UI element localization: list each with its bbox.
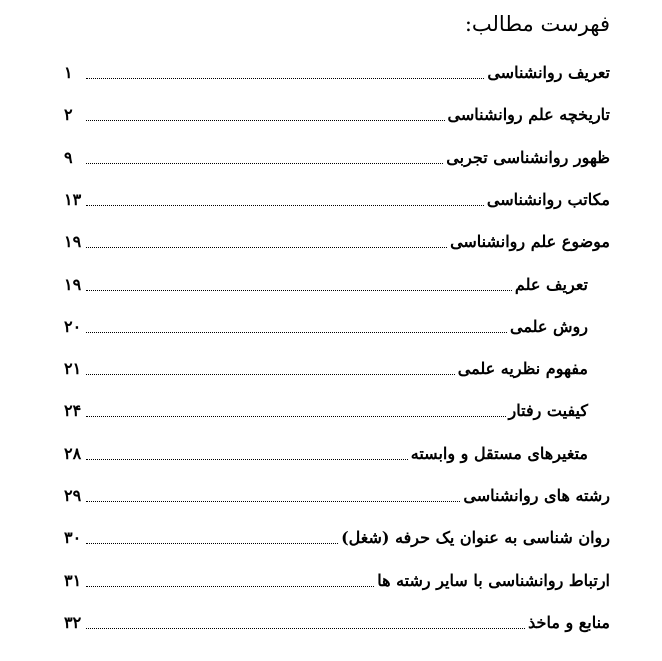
dot-leader bbox=[86, 586, 374, 587]
dot-leader bbox=[86, 163, 443, 164]
dot-leader bbox=[86, 205, 484, 206]
toc-entry bbox=[64, 610, 610, 634]
dot-leader bbox=[86, 120, 445, 121]
toc-entry bbox=[64, 272, 588, 296]
toc-entry-page-number: ۱ bbox=[64, 63, 73, 82]
toc-entry bbox=[64, 398, 588, 422]
toc-entry bbox=[64, 314, 588, 338]
toc-entry bbox=[64, 568, 610, 592]
dot-leader bbox=[86, 78, 484, 79]
dot-leader bbox=[86, 374, 455, 375]
toc-entry-page-number: ۳۲ bbox=[64, 613, 82, 632]
toc-entry bbox=[64, 60, 610, 84]
toc-entry-label: ارتباط روانشناسی با سایر رشته ها bbox=[377, 571, 610, 590]
toc-entry-page-number: ۲۱ bbox=[64, 359, 82, 378]
toc-entry-label: رشته های روانشناسی bbox=[463, 486, 610, 505]
toc-entry-page-number: ۲ bbox=[64, 105, 73, 124]
toc-entry-label: روان شناسی به عنوان یک حرفه (شغل) bbox=[341, 528, 610, 547]
dot-leader bbox=[86, 416, 506, 417]
toc-entry-label: تعریف روانشناسی bbox=[487, 63, 610, 82]
toc-entry-page-number: ۹ bbox=[64, 148, 73, 167]
toc-entry-page-number: ۱۳ bbox=[64, 190, 82, 209]
toc-entry-label: ظهور روانشناسی تجربی bbox=[446, 148, 610, 167]
toc-entry-page-number: ۲۹ bbox=[64, 486, 82, 505]
toc-title: فهرست مطالب: bbox=[464, 12, 610, 36]
dot-leader bbox=[86, 501, 460, 502]
toc-entry-page-number: ۳۱ bbox=[64, 571, 82, 590]
toc-entry-label: تاریخچه علم روانشناسی bbox=[447, 105, 610, 124]
toc-entry bbox=[64, 525, 610, 549]
toc-entry bbox=[64, 102, 610, 126]
toc-entry-label: منابع و ماخذ bbox=[528, 613, 610, 632]
toc-entry-page-number: ۲۸ bbox=[64, 444, 82, 463]
toc-entry-label: متغیرهای مستقل و وابسته bbox=[410, 444, 588, 463]
toc-entry-page-number: ۱۹ bbox=[64, 232, 82, 251]
toc-entry-label: روش علمی bbox=[510, 317, 588, 336]
dot-leader bbox=[86, 332, 507, 333]
toc-entry bbox=[64, 187, 610, 211]
dot-leader bbox=[86, 459, 408, 460]
toc-entry bbox=[64, 483, 610, 507]
toc-entry-label: کیفیت رفتار bbox=[508, 401, 588, 420]
toc-entry-page-number: ۲۴ bbox=[64, 401, 82, 420]
toc-entry-label: موضوع علم روانشناسی bbox=[450, 232, 610, 251]
dot-leader bbox=[86, 543, 338, 544]
toc-entry-page-number: ۲۰ bbox=[64, 317, 82, 336]
dot-leader bbox=[86, 290, 512, 291]
toc-entry-page-number: ۱۹ bbox=[64, 275, 82, 294]
toc-entry-label: مفهوم نظریه علمی bbox=[457, 359, 588, 378]
toc-entry bbox=[64, 441, 588, 465]
toc-entry-label: تعریف علم bbox=[514, 275, 588, 294]
toc-entry bbox=[64, 229, 610, 253]
dot-leader bbox=[86, 247, 447, 248]
toc-entry-label: مکاتب روانشناسی bbox=[486, 190, 610, 209]
toc-entry bbox=[64, 145, 610, 169]
dot-leader bbox=[86, 628, 525, 629]
toc-entry bbox=[64, 356, 588, 380]
toc-entry-page-number: ۳۰ bbox=[64, 528, 82, 547]
